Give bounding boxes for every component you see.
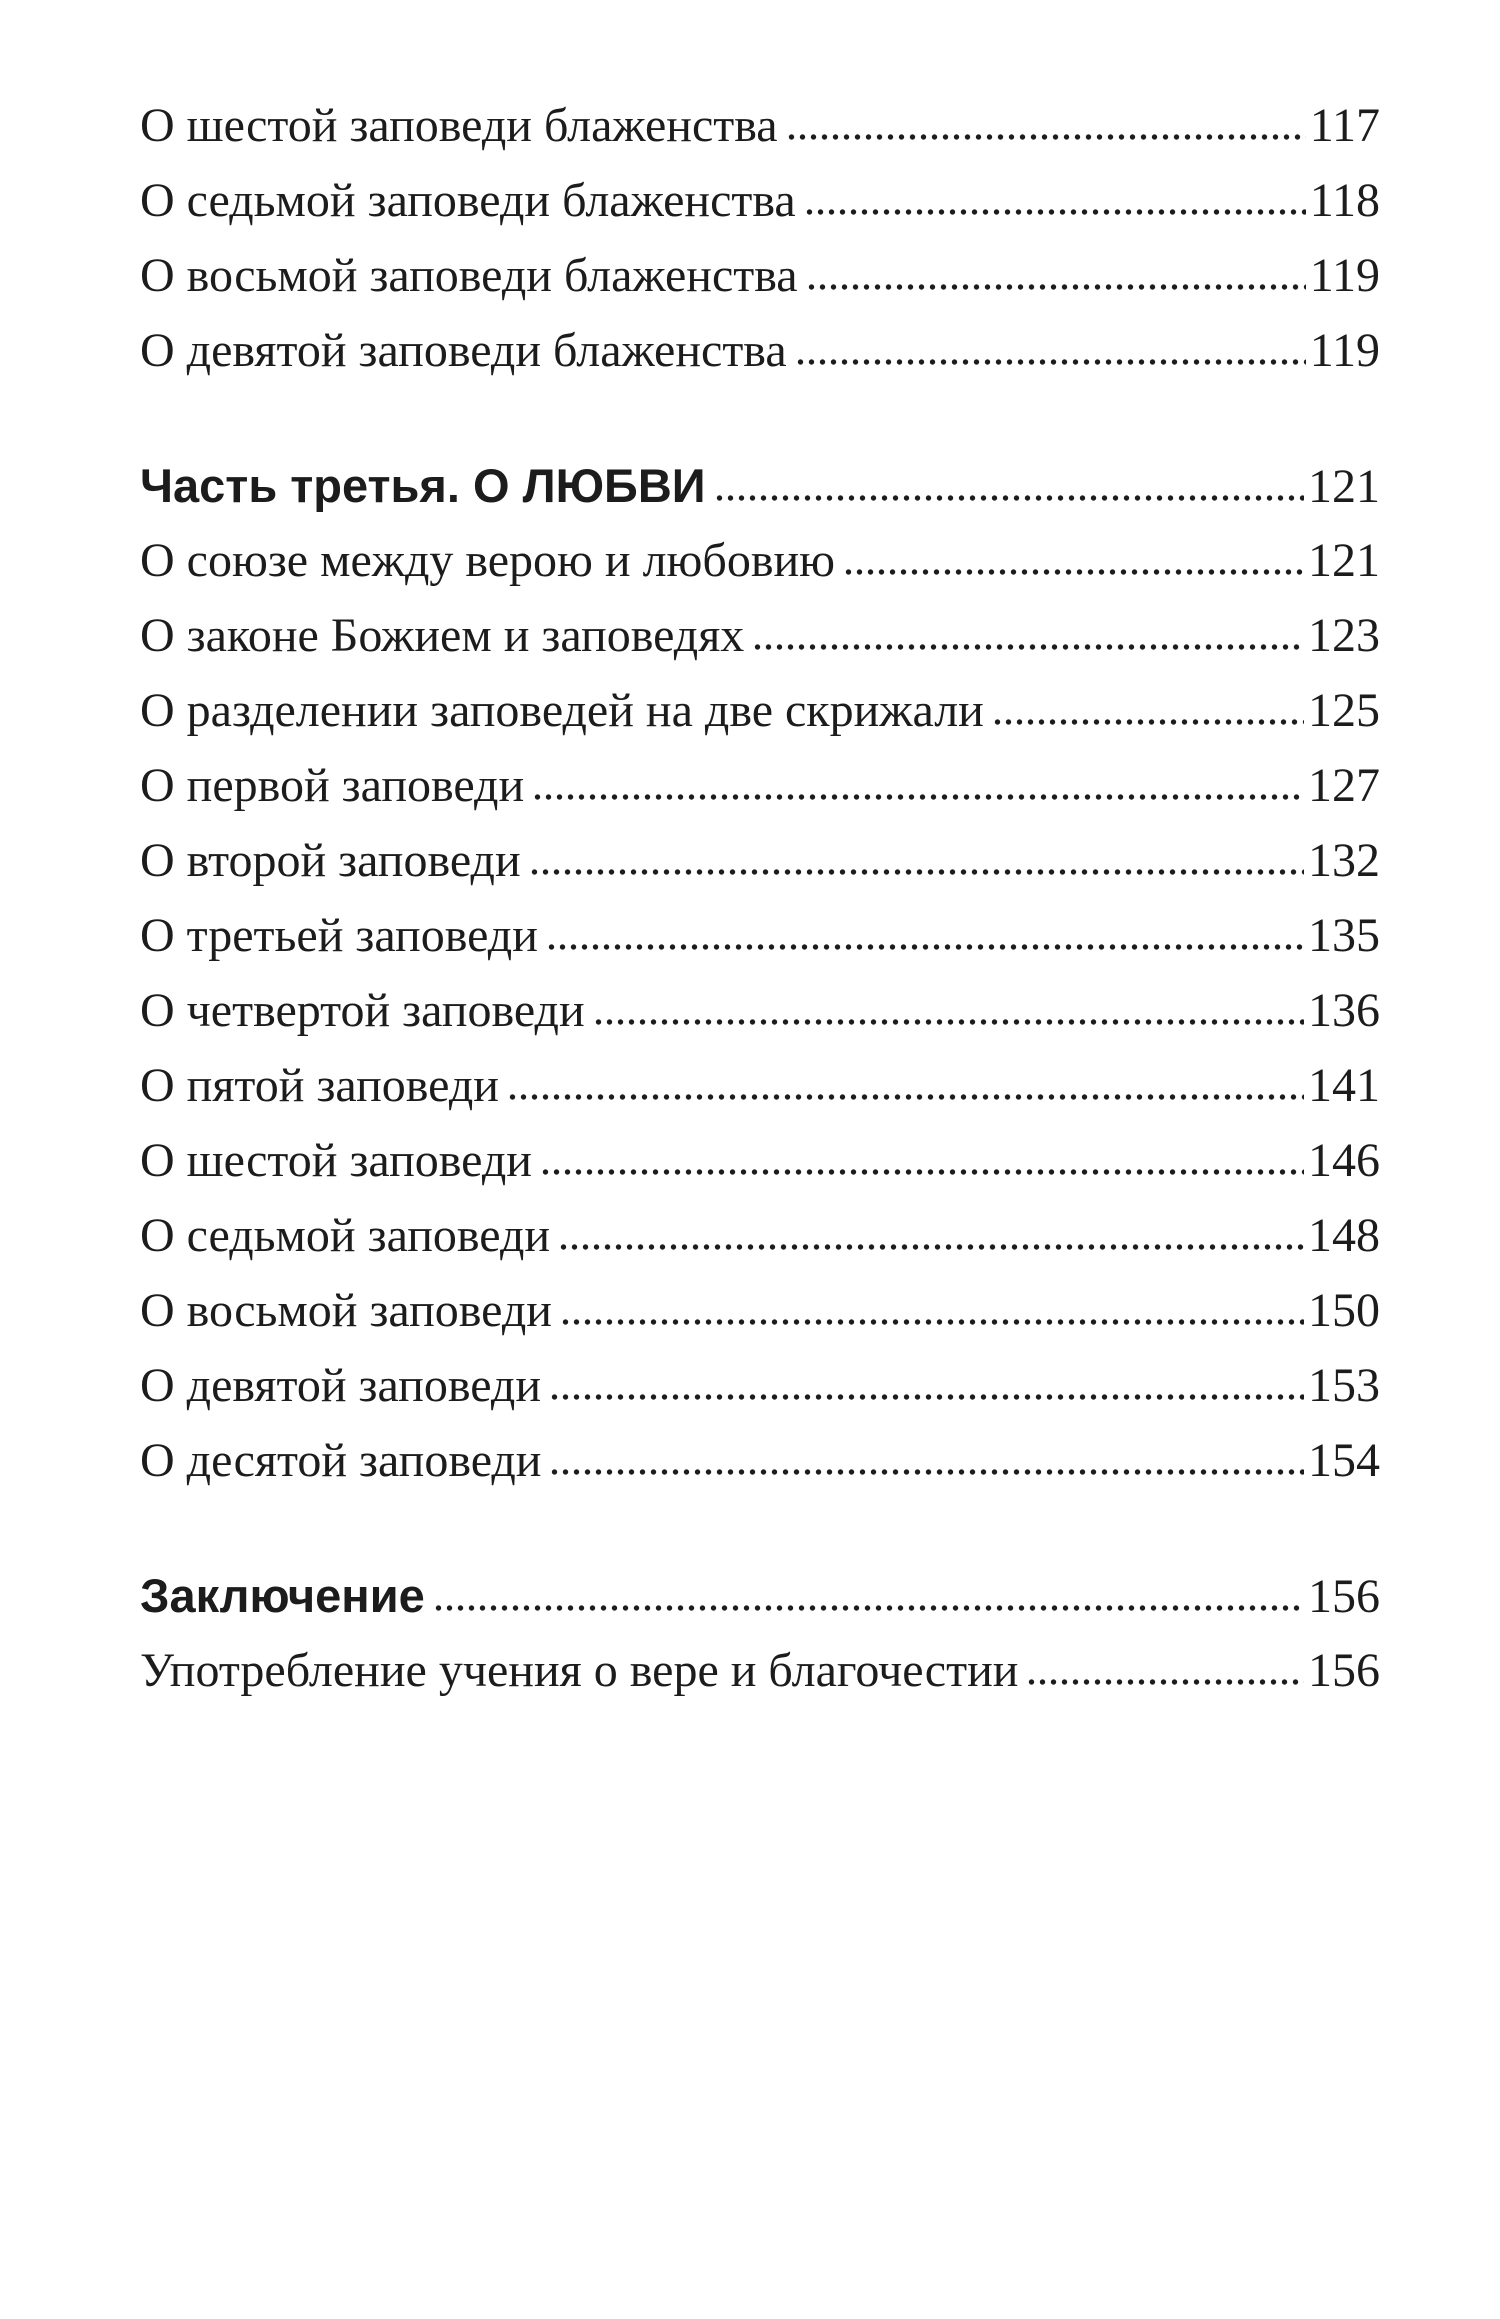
toc-entry-page: 118 — [1309, 174, 1380, 227]
toc-entry — [140, 313, 1380, 388]
table-of-contents — [140, 88, 1380, 1708]
toc-entry — [140, 1048, 1380, 1123]
toc-entry — [140, 1423, 1380, 1498]
toc-entry-title: О первой заповеди — [140, 759, 525, 812]
dot-leader — [714, 494, 1304, 502]
toc-entry-title: О четвертой заповеди — [140, 984, 585, 1037]
toc-entry-page: 117 — [1309, 99, 1380, 152]
toc-entry — [140, 88, 1380, 163]
toc-entry — [140, 1123, 1380, 1198]
toc-entry-title: О шестой заповеди блаженства — [140, 99, 778, 152]
toc-entry-title: О союзе между верою и любовию — [140, 534, 836, 587]
toc-entry-page: 119 — [1309, 249, 1380, 302]
dot-leader — [593, 1018, 1304, 1026]
toc-entry-title: О второй заповеди — [140, 834, 521, 887]
toc-section-part-three — [140, 448, 1380, 1498]
dot-leader — [507, 1093, 1304, 1101]
toc-section-conclusion — [140, 1558, 1380, 1708]
toc-entry-page: 156 — [1308, 1644, 1380, 1697]
toc-heading-title: Заключение — [140, 1569, 425, 1622]
toc-entry — [140, 1198, 1380, 1273]
dot-leader — [795, 358, 1306, 366]
toc-entry-title: О пятой заповеди — [140, 1059, 499, 1112]
dot-leader — [540, 1168, 1304, 1176]
toc-entry-title: О законе Божием и заповедях — [140, 609, 745, 662]
toc-entry-page: 153 — [1308, 1359, 1380, 1412]
dot-leader — [1026, 1678, 1304, 1686]
toc-entry — [140, 1633, 1380, 1708]
toc-entry — [140, 673, 1380, 748]
toc-entry — [140, 973, 1380, 1048]
dot-leader — [804, 208, 1306, 216]
dot-leader — [992, 718, 1304, 726]
toc-entry-title: О восьмой заповеди — [140, 1284, 552, 1337]
toc-entry-page: 150 — [1308, 1284, 1380, 1337]
toc-heading-title: Часть третья. О ЛЮБВИ — [140, 459, 706, 512]
toc-entry-title: О восьмой заповеди блаженства — [140, 249, 798, 302]
dot-leader — [752, 643, 1304, 651]
toc-heading-page: 156 — [1308, 1570, 1380, 1623]
toc-entry — [140, 598, 1380, 673]
toc-entry-page: 132 — [1308, 834, 1380, 887]
toc-heading — [140, 1558, 1380, 1633]
toc-entry-title: О разделении заповедей на две скрижали — [140, 684, 984, 737]
toc-section-beatitudes — [140, 88, 1380, 388]
toc-entry — [140, 1348, 1380, 1423]
toc-entry-page: 135 — [1308, 909, 1380, 962]
toc-heading — [140, 448, 1380, 523]
dot-leader — [532, 793, 1304, 801]
toc-entry — [140, 163, 1380, 238]
dot-leader — [806, 283, 1306, 291]
toc-entry-page: 148 — [1308, 1209, 1380, 1262]
toc-entry-title: О девятой заповеди блаженства — [140, 324, 787, 377]
toc-entry-page: 119 — [1309, 324, 1380, 377]
dot-leader — [529, 868, 1304, 876]
toc-entry-page: 136 — [1308, 984, 1380, 1037]
toc-entry-title: О шестой заповеди — [140, 1134, 532, 1187]
toc-entry-page: 121 — [1308, 534, 1380, 587]
toc-entry-title: Употребление учения о вере и благочестии — [140, 1644, 1019, 1697]
toc-entry-title: О девятой заповеди — [140, 1359, 542, 1412]
toc-entry — [140, 823, 1380, 898]
toc-entry-title: О третьей заповеди — [140, 909, 538, 962]
toc-entry — [140, 1273, 1380, 1348]
toc-entry-page: 127 — [1308, 759, 1380, 812]
dot-leader — [558, 1243, 1304, 1251]
toc-entry-title: О десятой заповеди — [140, 1434, 542, 1487]
toc-entry-page: 154 — [1308, 1434, 1380, 1487]
toc-entry-title: О седьмой заповеди блаженства — [140, 174, 796, 227]
dot-leader — [843, 568, 1304, 576]
toc-entry — [140, 748, 1380, 823]
toc-entry-page: 146 — [1308, 1134, 1380, 1187]
toc-entry — [140, 238, 1380, 313]
dot-leader — [433, 1604, 1304, 1612]
dot-leader — [560, 1318, 1304, 1326]
dot-leader — [546, 943, 1304, 951]
toc-entry — [140, 898, 1380, 973]
toc-heading-page: 121 — [1308, 460, 1380, 513]
toc-entry-page: 141 — [1308, 1059, 1380, 1112]
toc-entry-title: О седьмой заповеди — [140, 1209, 551, 1262]
dot-leader — [549, 1393, 1304, 1401]
dot-leader — [786, 133, 1306, 141]
toc-entry-page: 123 — [1308, 609, 1380, 662]
toc-entry-page: 125 — [1308, 684, 1380, 737]
toc-entry — [140, 523, 1380, 598]
dot-leader — [549, 1468, 1304, 1476]
